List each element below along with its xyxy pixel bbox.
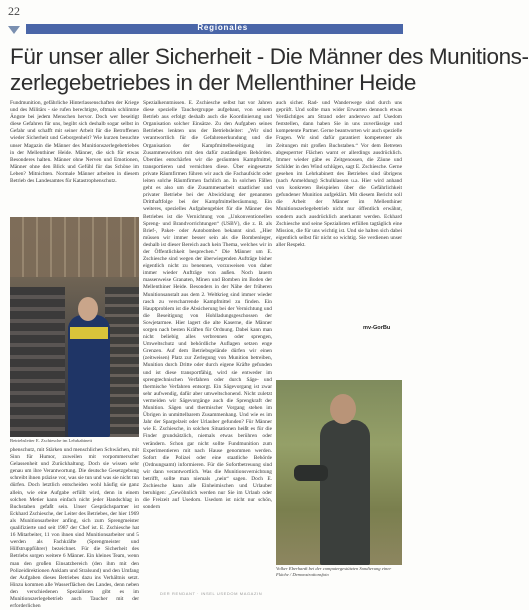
right-column [276,100,402,322]
page-footer: DER RENDANT · INSEL USEDOM MAGAZIN [160,591,263,596]
headline-line-1: Für unser aller Sicherheit - Die Männer des Munitions- [10,44,529,69]
headline-line-2: zerlegebetriebes in der Mellenthiner Heide [10,70,416,95]
section-label: Regionales [197,23,248,32]
paragraph: auch sicher. Rad- und Wanderwege sind durch uns geprüft. Und sollte man wider Erwarten dennoch etwas Verdächtiges am Strand oder anderswo auf Usedom feststellen, dann haben Sie in uns zuverlässige und kompetente Partner. Gerne beantworten wir auch spezielle Fragen. Wir sind dafür garantiert kompetenter als Zeitungen mit großen Buchstaben.“ Vor dem Betreten abgesperrter Flächen warnt er allerdings ausdrücklich. Immer wieder gäbe es Zeitgenossen, die Zäune und Schilder in den Wind schlügen, sagt E. Zschiesche. Gerne gesehen im Lehrkabinett des Betriebes sind übrigens (nach Anmeldung) Schulklassen u.a. Hier wird anhand von konkreten Beispielen über die Gefährlichkeit gefundener Munition aufgeklärt. Mit diesem Bericht soll die Arbeit der Männer im Mellenthiner Munitionszerlegebetrieb nicht nur öffentlich erwähnt, sondern auch ausdrücklich anerkannt werden. Eckhard Zschiesche und seine Spezialisten erfüllen tagtäglich eine Mission, die für uns wichtig ist. Und sie halten sich dabei eigentlich selbst für nicht so wichtig. Sie verdienen unser aller Respekt. [276,100,402,248]
author-signature: mv-GorBu [363,325,391,331]
section-banner [26,24,403,34]
photo-caption: Betriebsleiter E. Zschiesche im Lehrkabinett [10,438,93,443]
page-number: 22 [8,4,20,18]
photo-caption: Volker Eberhardt bei der computergestützten Sondierung einer Fläche / Demonstrationsfoto [276,566,392,577]
paragraph: Spezialkenntnissen. E. Zschiesche selbst hat vor Jahren diese spezielle Tauchergruppe aufgebaut, von seinem Betrieb aus erfolgt deshalb auch die Koordinierung und Organisation solcher Einsätze. Zu den Aufgaben seines Betriebes lenkten uns der Betriebsleiter: „Wir sind verantwortlich für die Gefahrenerkundung und die Organisation der Kampfmittelbeseitigung im Zusammenwirken mit den dafür zuständigen Behörden. Überdies entschärfen wir die geräumten Kampfmittel, transportieren und vernichten diese. Über eingesetzte private Räumfirmen führen wir auch die Fachaufsicht oder leiten solche Räumfirmen fachlich an. In solchen Fällen geht es also um die Zusammenarbeit staatlicher und privater Betriebe bei der Abwicklung der genannten Dritthaftfolge bei der Kampfmittelberäumung. Ein weiteres, spezielles Aufgabengebiet für die Männer des Betriebes ist die Vernichtung von „Unkonventionellen Spreng- und Brandvorrichtungen“ (USBV), die z. B. als Brief-, Paket- oder Autobomben bekannt sind. „Hier müssen wir immer besser sein als die Bombenleger, deshalb ist dieser Bereich auch kein Thema, welches wir in der Öffentlichkeit besprechen.“ Die Männer um E. Zschiesche sind wegen der überwiegenden Aufträge bisher eigentlich nicht zu benennen, vorzuweisen von daher immer wieder Aufträge von außen. Noch lauern massenweise Granaten, Minen und Bomben im Boden der Mellenthiner Heide. Besonders in der Nähe der früheren Munitionsanstalt aus dem 2. Weltkrieg sind immer wieder rasch zu verscharrende Kampfmittel zu finden. Ein Hauptproblem ist die Absicherung bei der Vernichtung und die Beseitigung von Hohlladungsgeschossen der Sowjetarmee. Hier lagert die alte Kaserne, die Männer sorgen nach besten Kräften für Ordnung. Dabei kann man nicht beliebig alles verbrennen oder sprengen, Umweltschutz und behördliche Auflagen setzen enge Grenzen. Auf dem Betriebsgelände dürfen wir einen (zeitweisen) Platz zur Zerlegung von Munition betreiben, Munition durch Dritte oder durch eigene Kräfte gefunden und ist diese transportfähig, wird sie entweder im sprengtechnischen Verfahren oder durch Säge- und thermische Verfahren entsorgt. Ein Sägevorgang ist zwar sehr aufwendig, dafür aber umweltschonend. Nicht zuletzt vermeiden wir Sägevorgänge auch die Sprengkraft der Munition. Sägen und thermischer Vorgang stehen im Übrigen in unmittelbarem Zusammenhang. Und wie es im Jahr der Spargelzeit oder Urlauber gefunden? Für Männer wie E. Zschiesche, in solchen Situationen heißt es für die Finder grundsätzlich, niemals etwas berühren oder verändern. Schon gar nicht sollte Fundmunition zum Experimentieren mit nach Hause genommen werden. Sofort die Polizei oder eine staatliche Behörde (Ordnungsamt) informieren. Für die Sofortbetreuung sind wir dann verantwortlich. Was die Munitionsvernichtung betrifft, sollte man niemals „nein“ sagen. Doch E. Zschiesche kann alle Einheimischen und Urlauber beruhigen: „Gewöhnlich werden nur Sie im Urlaub oder die Freizeit auf Usedom. Usedom ist nicht nur schön, sondern [143,100,272,511]
photo-manager-in-training-room [10,217,139,437]
page-marker-triangle-icon [8,26,20,34]
middle-column [143,100,272,588]
paragraph: phenschutz, mit Stärken und menschlichen Schwächen, mit Sinn für Humor, zuweilen mit vorpommerscher Gelassenheit und Zurückhaltung. Doch sie wissen sehr genau um ihre Verantwortung. Die deutsche Gesetzgebung schreibt ihnen präzise vor, was sie tun und was sie nicht tun dürfen. Doch letztlich entscheiden wohl häufig sie ganz allein, wie eine Aufgabe erfüllt wird, denn in einem solchen Metier kann einfach nicht jeder Handschlag in Buchstaben gefaßt sein. Unser Gesprächspartner ist Eckhard Zschiesche, der Leiter des Betriebes, der hier 1969 als Munitionsarbeiter anfing, sich zum Sprengmeister qualifizierte und seit 1987 der Chef ist. E. Zschiesche hat 16 Mitarbeiter, 11 von ihnen sind Munitionsarbeiter und 5 werden als Fachkräfte (Sprengmeister und Hilfstruppführer) bezeichnet. Für die Sicherheit des Betriebs sorgen weitere 6 Männer. Ein kleines Team, wenn man den großen Einsatzbereich (den ihm mit den Polizeidirektionen Anklam und Stralsund) und den Umfang der Aufgaben dieses Betriebes dazu ins Verhältnis setzt. Hinzu kommen alle Wasserflächen des Landes, denn neben den verschiedenen Spezialisten gibt es im Munitionszerlegebetrieb auch Taucher mit der erforderlichen [10,447,139,610]
article-headline [10,44,529,96]
left-column-top [10,100,139,215]
photo-sondierung [276,380,402,565]
paragraph: Fundmunition, gefährliche Hinterlassenschaften der Kriege und des Militärs - sie rufen berechtigte, oftmals schlimme Ängste bei jedem Menschen hervor. Doch wer beseitigt diese Gefahren für uns, begibt sich deshalb sogar selbst in Gefahr und schafft mit seiner Arbeit für die Betroffenen wieder Sicherheit und Geborgenheit? Wie kurzen besuchte unser Magazin die Männer des Munitionszerlegebetriebes in der Mellenthiner Heide. Männer, die sich für etwas Besonderes halten. Männer ohne Nerven und Emotionen, Männer ohne den Blick und Gefühl für das Schöne im Leben? Mitnichten. Normale Männer arbeiten in diesem Betrieb des Landesamtes für Katastrophenschutz. [10,100,139,185]
left-column-bottom [10,447,139,610]
